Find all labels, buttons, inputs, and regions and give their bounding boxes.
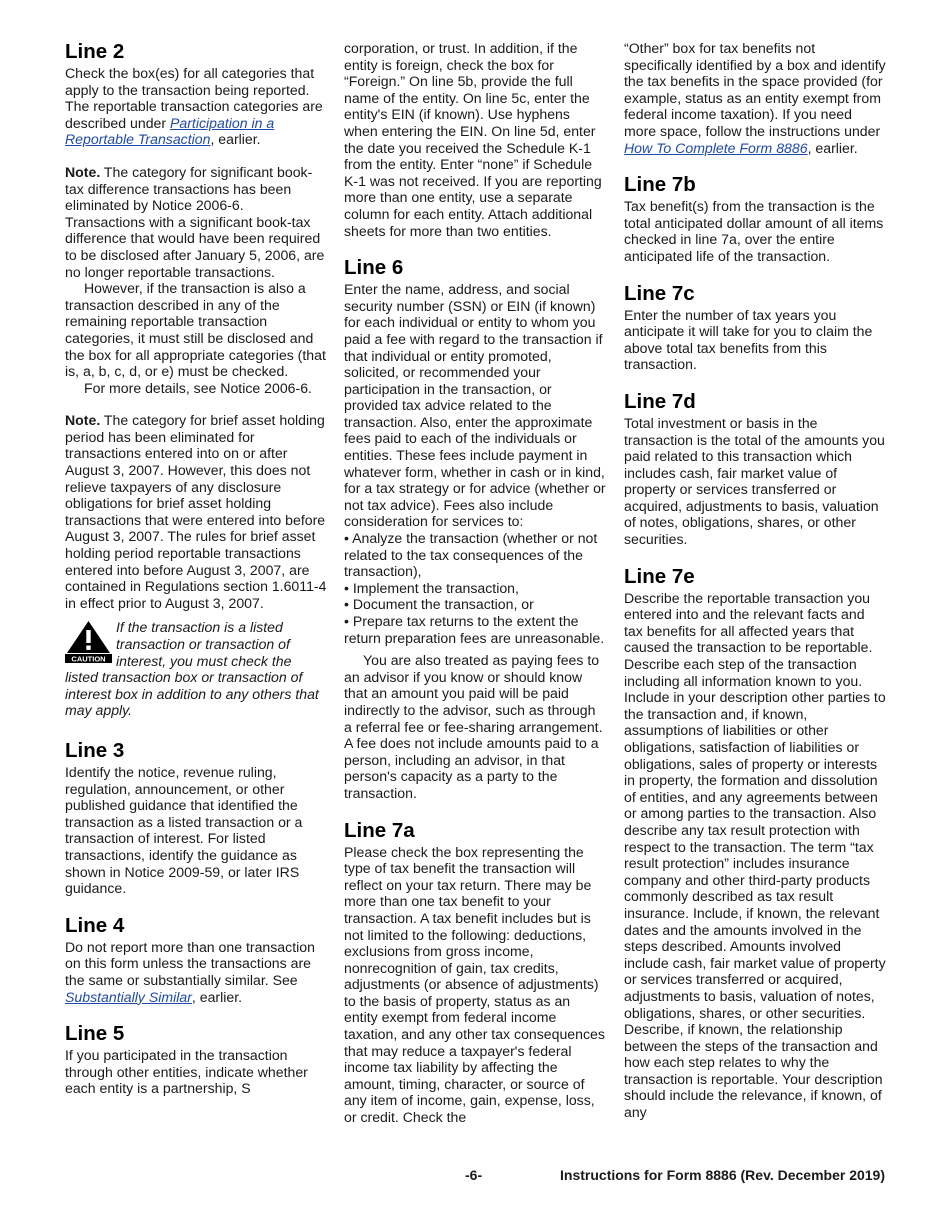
line-6-heading: Line 6 [344,256,404,280]
page-number: -6- [465,1167,483,1183]
line-4-paragraph [65,939,327,1005]
line-4-text: Do not report more than one transaction on this form unless the transactions are the same or substantially similar. See [65,938,315,988]
line-2-however: However, if the transaction is also a transaction described in any of the remaining reportable transaction categories, it must still be disclosed and the box for all appropriate categories (that is, a, b, c, d, or e) must be checked. [65,280,326,380]
note-brief-asset [65,412,327,611]
line-5-heading: Line 5 [65,1022,125,1046]
bullet-item: • Implement the transaction, [344,579,519,596]
line-6-paragraph-2: You are also treated as paying fees to an advisor if you know or should know that an amount you paid will be paid indirectly to the advisor, such as through a referral fee or fee-sharing arrangement. A fee does not include amounts paid to a person, including an advisor, in that person's capacity as a party to the transaction. [344,652,603,801]
line-2-paragraph [65,65,327,148]
line-2-text: Check the box(es) for all categories that apply to the transaction being reported. The reportable transaction categories are described under [65,65,323,131]
form-title: Instructions for Form 8886 (Rev. December 2019) [560,1167,885,1183]
note-book-tax [65,164,327,280]
line-7d-paragraph: Total investment or basis in the transaction is the total of the amounts you paid related to this transaction which includes cash, fair market value of property or services transferred or acquired, adjustments to basis, valuation of notes, obligations, shares, or other securities. [624,414,885,548]
how-to-complete-link[interactable]: How To Complete Form 8886 [624,139,808,156]
page-footer [0,1167,950,1187]
substantially-similar-link[interactable]: Substantially Similar [65,988,192,1005]
bullet-item: • Document the transaction, or [344,596,534,613]
line-2-heading: Line 2 [65,40,125,63]
line-7d-heading: Line 7d [624,389,696,413]
participation-link[interactable]: Participation in a Reportable Transaction [65,114,275,148]
line-4-text-end: , earlier. [191,988,243,1005]
line-5-continued: corporation, or trust. In addition, if the entity is foreign, check the box for “Foreign.” On line 5b, provide the full name of the entity. On line 5c, enter the entity's EIN (if known). Use hyphens when entering the EIN. On line 5d, enter the date you received the Schedule K-1 from the entity. Enter “none” if Schedule K-1 was not received. If you are reporting more than one entity, use a separate column for each entity. Attach additional sheets for more than two entities. [344,40,602,239]
caution-label: CAUTION [71,654,106,664]
bullet-item: • Analyze the transaction (whether or not related to the tax consequences of the transaction), [344,530,598,580]
column-1 [65,40,327,1097]
line-7a-heading: Line 7a [344,818,415,842]
line-2-more-details: For more details, see Notice 2006-6. [84,379,312,396]
column-2 [344,40,606,1126]
line-7c-paragraph: Enter the number of tax years you anticipate it will take for you to claim the above total tax benefits from this transaction. [624,306,873,373]
line-7b-heading: Line 7b [624,173,696,197]
line-7a-paragraph: Please check the box representing the type of tax benefit the transaction will reflect on your tax return. There may be more than one tax benefit to your transaction. A tax benefit includes but is not limited to the following: deductions, exclusions from gross income, nonrecognition of gain, tax credits, adjustments (or absence of adjustments) to the basis of property, status as an entity exempt from federal income taxation, and any other tax consequences that may reduce a taxpayer's federal income tax liability by affecting the amount, timing, character, or source of any item of income, gain, expense, loss, or credit. Check the [344,843,605,1126]
note-text: The category for significant book-tax difference transactions has been eliminated by Notice 2006-6. Transactions with a significant book-tax difference that would have been required to be disclosed after January 5, 2006, are no longer reportable transactions. [65,163,325,280]
caution-icon [65,620,112,663]
caution-box [65,619,327,719]
line-4-heading: Line 4 [65,913,125,937]
line-3-heading: Line 3 [65,738,125,762]
line-7e-heading: Line 7e [624,564,695,588]
line-7c-heading: Line 7c [624,281,695,305]
line-7b-paragraph: Tax benefit(s) from the transaction is the total anticipated dollar amount of all items checked in line 7a, over the entire anticipated life of the transaction. [624,198,884,264]
caution-text: If the transaction is a listed transaction or transaction of interest, you must check the listed transaction box or transaction of interest box in addition to any others that may apply. [65,619,319,719]
column-3 [624,40,886,1121]
note-label: Note. [65,163,101,180]
line-7a-continued: “Other” box for tax benefits not specifically identified by a box and identify the tax benefits in the space provided (for example, status as an entity exempt from federal income taxation). If you need more space, follow the instructions under How To Complete Form 8886, earlier. [624,40,886,156]
note-text-2: The category for brief asset holding period has been eliminated for transactions entered into on or after August 3, 2007. However, this does not relieve taxpayers of any disclosure obligations for brief asset holding transactions that were entered into before August 3, 2007. The rules for brief asset holding period reportable transactions entered into before August 3, 2007, are contained in Regulations section 1.6011-4 in effect prior to August 3, 2007. [65,412,327,611]
note-label-2: Note. [65,412,101,429]
line-3-paragraph: Identify the notice, revenue ruling, regulation, announcement, or other published guidance that identified the transaction as a listed transaction or a transaction of interest. For listed transactions, identify the guidance as shown in Notice 2009-59, or later IRS guidance. [65,763,303,897]
bullet-item: • Prepare tax returns to the extent the return preparation fees are unreasonable. [344,613,605,646]
line-2-text-end: , earlier. [210,131,261,148]
line-5-paragraph: If you participated in the transaction through other entities, indicate whether each entity is a partnership, S [65,1047,308,1097]
line-7e-paragraph: Describe the reportable transaction you entered into and the relevant facts and tax benefits for all affected years that caused the transaction to be reportable. Describe each step of the transaction including all information known to you. Include in your description other parties to the transaction and, if known, assumptions of liabilities or other obligations, satisfaction of liabilities or obligations, sales of property or interests in property, the formation and dissolution of entities, and any agreements between or among parties to the transaction. Also describe any tax result protection with respect to the transaction. The term “tax result protection” includes insurance company and other third-party products commonly described as tax result insurance. Include, if known, the relevant dates and the amounts involved in the steps described. Amounts involved include cash, fair market value of property or services transferred or acquired, adjustments to basis, valuation of notes, obligations, shares, or other securities. Describe, if known, the relationship between the steps of the transaction and how each step relates to why the transaction is reportable. Your description should include the relevance, if known, of any [624,589,886,1121]
line-6-paragraph: Enter the name, address, and social security number (SSN) or EIN (if known) for each individual or entity to whom you paid a fee with regard to the transaction if that individual or entity promoted, solicited, or recommended your participation in the transaction, or provided tax advice related to the transaction. Also, enter the approximate fees paid to each of the individuals or entities. These fees include payment in whatever form, whether in cash or in kind, for a tax strategy or for advice (whether or not tax advice). Fees also include consideration for services to: [344,281,606,530]
